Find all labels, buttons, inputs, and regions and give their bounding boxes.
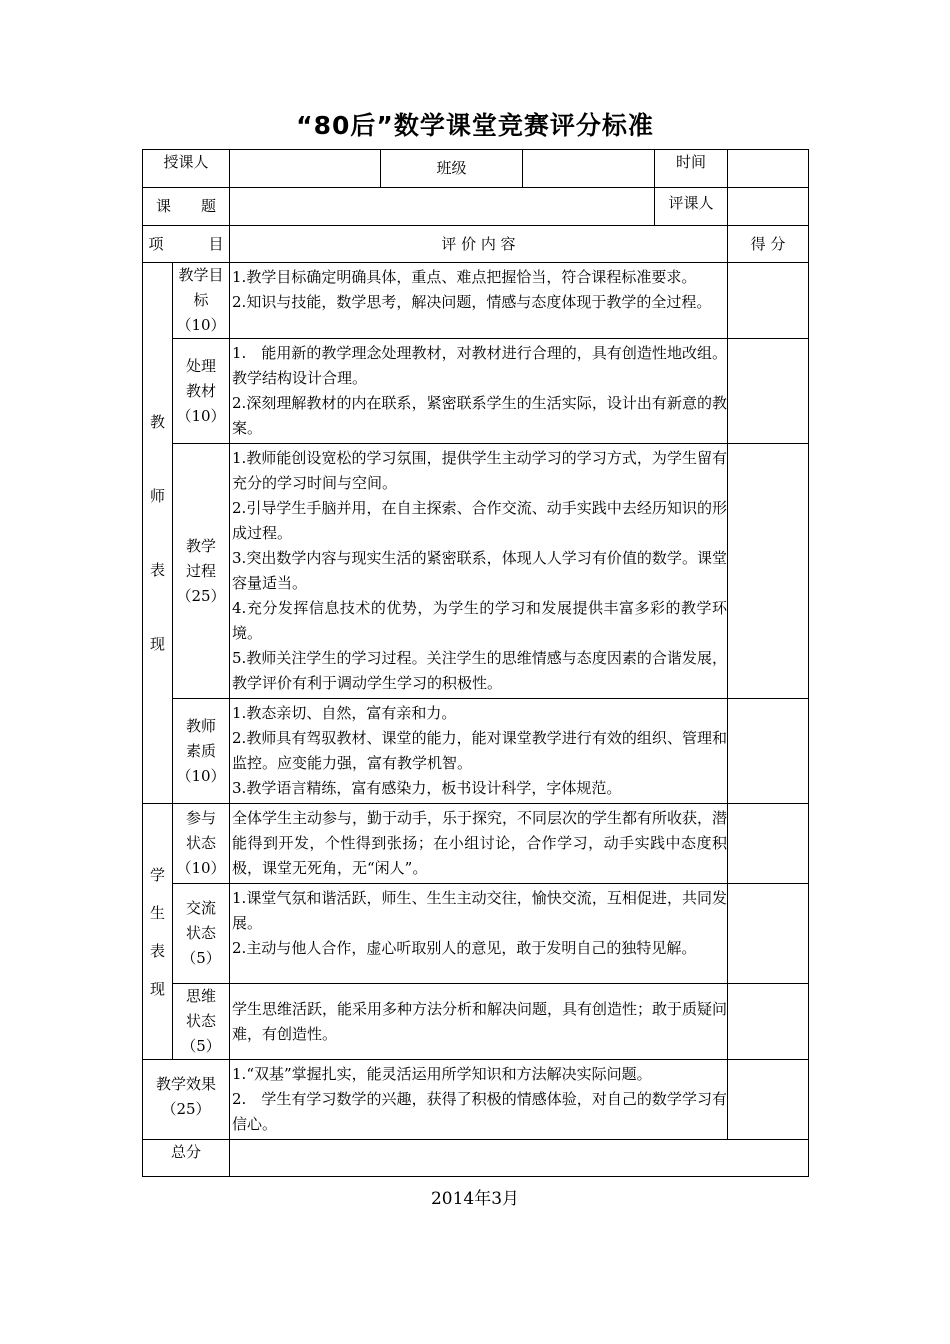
criterion-line: 1.“双基”掌握扎实，能灵活运用所学知识和方法解决实际问题。: [232, 1065, 652, 1083]
teacher-label: 授课人: [143, 150, 230, 188]
criterion-content: [230, 699, 728, 804]
criterion-name-line: 教材: [186, 381, 217, 400]
content-header: 评 价 内 容: [230, 226, 728, 263]
score-header: 得 分: [728, 226, 809, 263]
criterion-name-line: 素质: [186, 741, 217, 760]
score-cell[interactable]: [728, 699, 809, 804]
criterion-name-line: 思维: [186, 987, 217, 1005]
criterion-name-line: 交流: [186, 899, 217, 917]
document-date: 2014年3月: [430, 1189, 520, 1209]
time-value-cell[interactable]: [728, 150, 809, 188]
criterion-line: 全体学生主动参与，勤于动手，乐于探究，不同层次的学生都有所收获，潜能得到开发，个性得到张扬；在小组讨论，合作学习，动手实践中态度积极，课堂无死角，无“闲人”。: [232, 809, 728, 877]
score-cell[interactable]: [728, 884, 809, 984]
criterion-name-line: （10）: [176, 766, 226, 785]
criterion-content: [230, 339, 728, 444]
criterion-name-line: （10）: [176, 859, 226, 877]
criterion-content: [230, 444, 728, 699]
teacher-value-cell[interactable]: [230, 150, 381, 188]
student-label-char: 生: [149, 903, 165, 922]
criterion-line: 3.突出数学内容与现实生活的紧密联系，体现人人学习有价值的数学。课堂容量适当。: [232, 549, 728, 592]
criterion-content: [230, 804, 728, 884]
teacher-performance-label: [143, 263, 173, 804]
criterion-teaching-goals: 教学目标（10）: [173, 263, 230, 339]
criterion-content: [230, 263, 728, 339]
teacher-label-char: 教: [149, 413, 165, 431]
criterion-line: 2. 学生有学习数学的兴趣，获得了积极的情感体验，对自己的数学学习有信心。: [232, 1090, 728, 1133]
topic-label: 课 题: [143, 188, 230, 226]
criterion-line: 3.教学语言精练，富有感染力，板书设计科学，字体规范。: [232, 779, 622, 797]
reviewer-label: 评课人: [655, 188, 728, 226]
criterion-name-line: 状态: [186, 1012, 217, 1030]
criterion-content: [230, 1060, 728, 1140]
criterion-name-line: 参与: [186, 809, 217, 827]
criterion-participation: [173, 804, 230, 884]
criterion-name-line: 教学: [186, 536, 217, 555]
student-label-char: 学: [149, 865, 165, 884]
criterion-name-line: 教师: [186, 716, 217, 735]
criterion-line: 2.深刻理解教材的内在联系，紧密联系学生的生活实际，设计出有新意的教案。: [232, 394, 728, 437]
criterion-name-line: （5）: [181, 1037, 221, 1055]
scoring-table: [142, 149, 809, 1177]
topic-value-cell[interactable]: [230, 188, 655, 226]
criterion-line: 1.课堂气氛和谐活跃，师生、生生主动交往，愉快交流，互相促进，共同发展。: [232, 889, 728, 932]
criterion-name-line: 教学效果: [156, 1075, 217, 1093]
class-value-cell[interactable]: [523, 150, 655, 188]
criterion-name-line: 处理: [186, 356, 217, 375]
criterion-line: 2.教师具有驾驭教材、课堂的能力，能对课堂教学进行有效的组织、管理和监控。应变能力强，富有教学机智。: [232, 729, 728, 772]
document-title: “80后”数学课堂竞赛评分标准: [296, 111, 654, 140]
criterion-name-line: 过程: [186, 561, 217, 580]
criterion-line: 1. 能用新的教学理念处理教材，对教材进行合理的，具有创造性地改组。教学结构设计合理。: [232, 344, 728, 387]
criterion-communication: [173, 884, 230, 984]
criterion-line: 1.教态亲切、自然，富有亲和力。: [232, 704, 457, 722]
class-label: 班级: [381, 150, 523, 188]
teacher-label-char: 师: [149, 487, 165, 505]
criterion-line: 4.充分发挥信息技术的优势，为学生的学习和发展提供丰富多彩的教学环境。: [232, 599, 728, 642]
criterion-line: 2.引导学生手脑并用，在自主探索、合作交流、动手实践中去经历知识的形成过程。: [232, 499, 728, 542]
criterion-name-line: 状态: [186, 834, 217, 852]
time-label: 时间: [655, 150, 728, 188]
score-cell[interactable]: [728, 1060, 809, 1140]
criterion-line: 1.教师能创设宽松的学习氛围，提供学生主动学习的学习方式，为学生留有充分的学习时间与空间。: [232, 449, 728, 492]
criterion-line: 5.教师关注学生的学习过程。关注学生的思维情感与态度因素的合谐发展，教学评价有利于调动学生学习的积极性。: [232, 649, 728, 692]
criterion-name-line: （5）: [181, 949, 221, 967]
teacher-label-char: 现: [149, 635, 165, 653]
teacher-label-char: 表: [149, 561, 165, 579]
score-cell[interactable]: [728, 444, 809, 699]
criterion-line: 2.知识与技能，数学思考，解决问题，情感与态度体现于教学的全过程。: [232, 293, 712, 311]
score-cell[interactable]: [728, 804, 809, 884]
score-cell[interactable]: [728, 339, 809, 444]
score-cell[interactable]: [728, 263, 809, 339]
criterion-material-handling: [173, 339, 230, 444]
score-cell[interactable]: [728, 984, 809, 1060]
criterion-thinking: [173, 984, 230, 1060]
criterion-teacher-quality: [173, 699, 230, 804]
student-label-char: 表: [149, 941, 165, 960]
criterion-line: 学生思维活跃，能采用多种方法分析和解决问题，具有创造性；敢于质疑问难，有创造性。: [232, 999, 728, 1043]
criterion-name-line: （10）: [176, 406, 226, 425]
criterion-name-line: （25）: [161, 1100, 211, 1118]
criterion-line: 1.教学目标确定明确具体，重点、难点把握恰当，符合课程标准要求。: [232, 268, 697, 286]
student-label-char: 现: [149, 979, 165, 998]
criterion-content: [230, 984, 728, 1060]
criterion-content: [230, 884, 728, 984]
criterion-teaching-process: [173, 444, 230, 699]
criterion-teaching-effect: [143, 1060, 230, 1140]
reviewer-value-cell[interactable]: [728, 188, 809, 226]
item-header: 项 目: [143, 226, 230, 263]
total-score-cell[interactable]: [230, 1140, 809, 1177]
total-label: 总分: [143, 1140, 230, 1177]
criterion-name-line: 状态: [186, 924, 217, 942]
student-performance-label: [143, 804, 173, 1060]
criterion-name-line: （25）: [176, 586, 226, 605]
criterion-line: 2.主动与他人合作，虚心听取别人的意见，敢于发明自己的独特见解。: [232, 939, 697, 957]
